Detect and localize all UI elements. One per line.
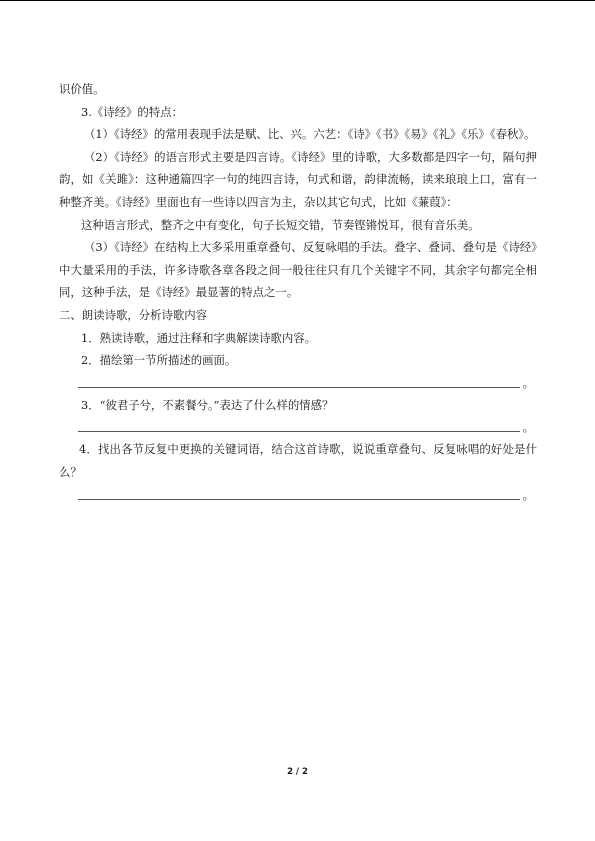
answer-line-2[interactable] [78,372,534,394]
question-4: 4．找出各节反复中更换的关键词语，结合这首诗歌，说说重章叠句、反复咏唱的好处是什么？ [59,442,537,479]
section-heading-2: 二、朗读诗歌，分析诗歌内容 [59,307,208,322]
answer-rule [78,499,520,500]
answer-line-3[interactable] [78,416,534,438]
answer-end-mark: 。 [522,420,534,435]
answer-rule [78,387,520,388]
page-number: 2 / 2 [287,767,308,777]
paragraph-techniques: （1）《诗经》的常用表现手法是赋、比、兴。六艺：《诗》《书》《易》《礼》《乐》《春秋》。 [84,127,536,142]
heading-features: 3.《诗经》的特点： [81,104,183,119]
paragraph-structure: （3）《诗经》在结构上大多采用重章叠句、反复咏唱的手法。叠字、叠词、叠句是《诗经》中大量采用的手法，许多诗歌各章各段之间一般往往只有几个关键字不同，其余字句都完全相同，这种手法，是《诗经》最显著的特点之一。 [59,240,537,300]
answer-rule [78,431,520,432]
paragraph-continuation: 识价值。 [59,82,105,96]
document-body [59,78,537,506]
question-3: 3．“彼君子兮，不素餐兮。”表达了什么样的情感？ [81,397,334,412]
answer-end-mark: 。 [522,375,534,390]
question-2: 2．描绘第一节所描述的画面。 [81,353,237,368]
paragraph-language-form: （2）《诗经》的语言形式主要是四言诗。《诗经》里的诗歌，大多数都是四字一句，隔句押韵，如《关雎》：这种通篇四字一句的纯四言诗，句式和谐，韵律流畅，读来琅琅上口，富有一种整齐美。《诗经》里面也有一些诗以四言为主，杂以其它句式，比如《蒹葭》： [59,149,537,209]
top-border-rule [0,0,595,1]
question-1: 1．熟读诗歌，通过注释和字典解读诗歌内容。 [81,330,317,345]
answer-end-mark: 。 [522,487,534,502]
answer-line-4[interactable] [78,484,534,506]
paragraph-language-variety: 这种语言形式，整齐之中有变化，句子长短交错，节奏铿锵悦耳，很有音乐美。 [81,217,480,232]
